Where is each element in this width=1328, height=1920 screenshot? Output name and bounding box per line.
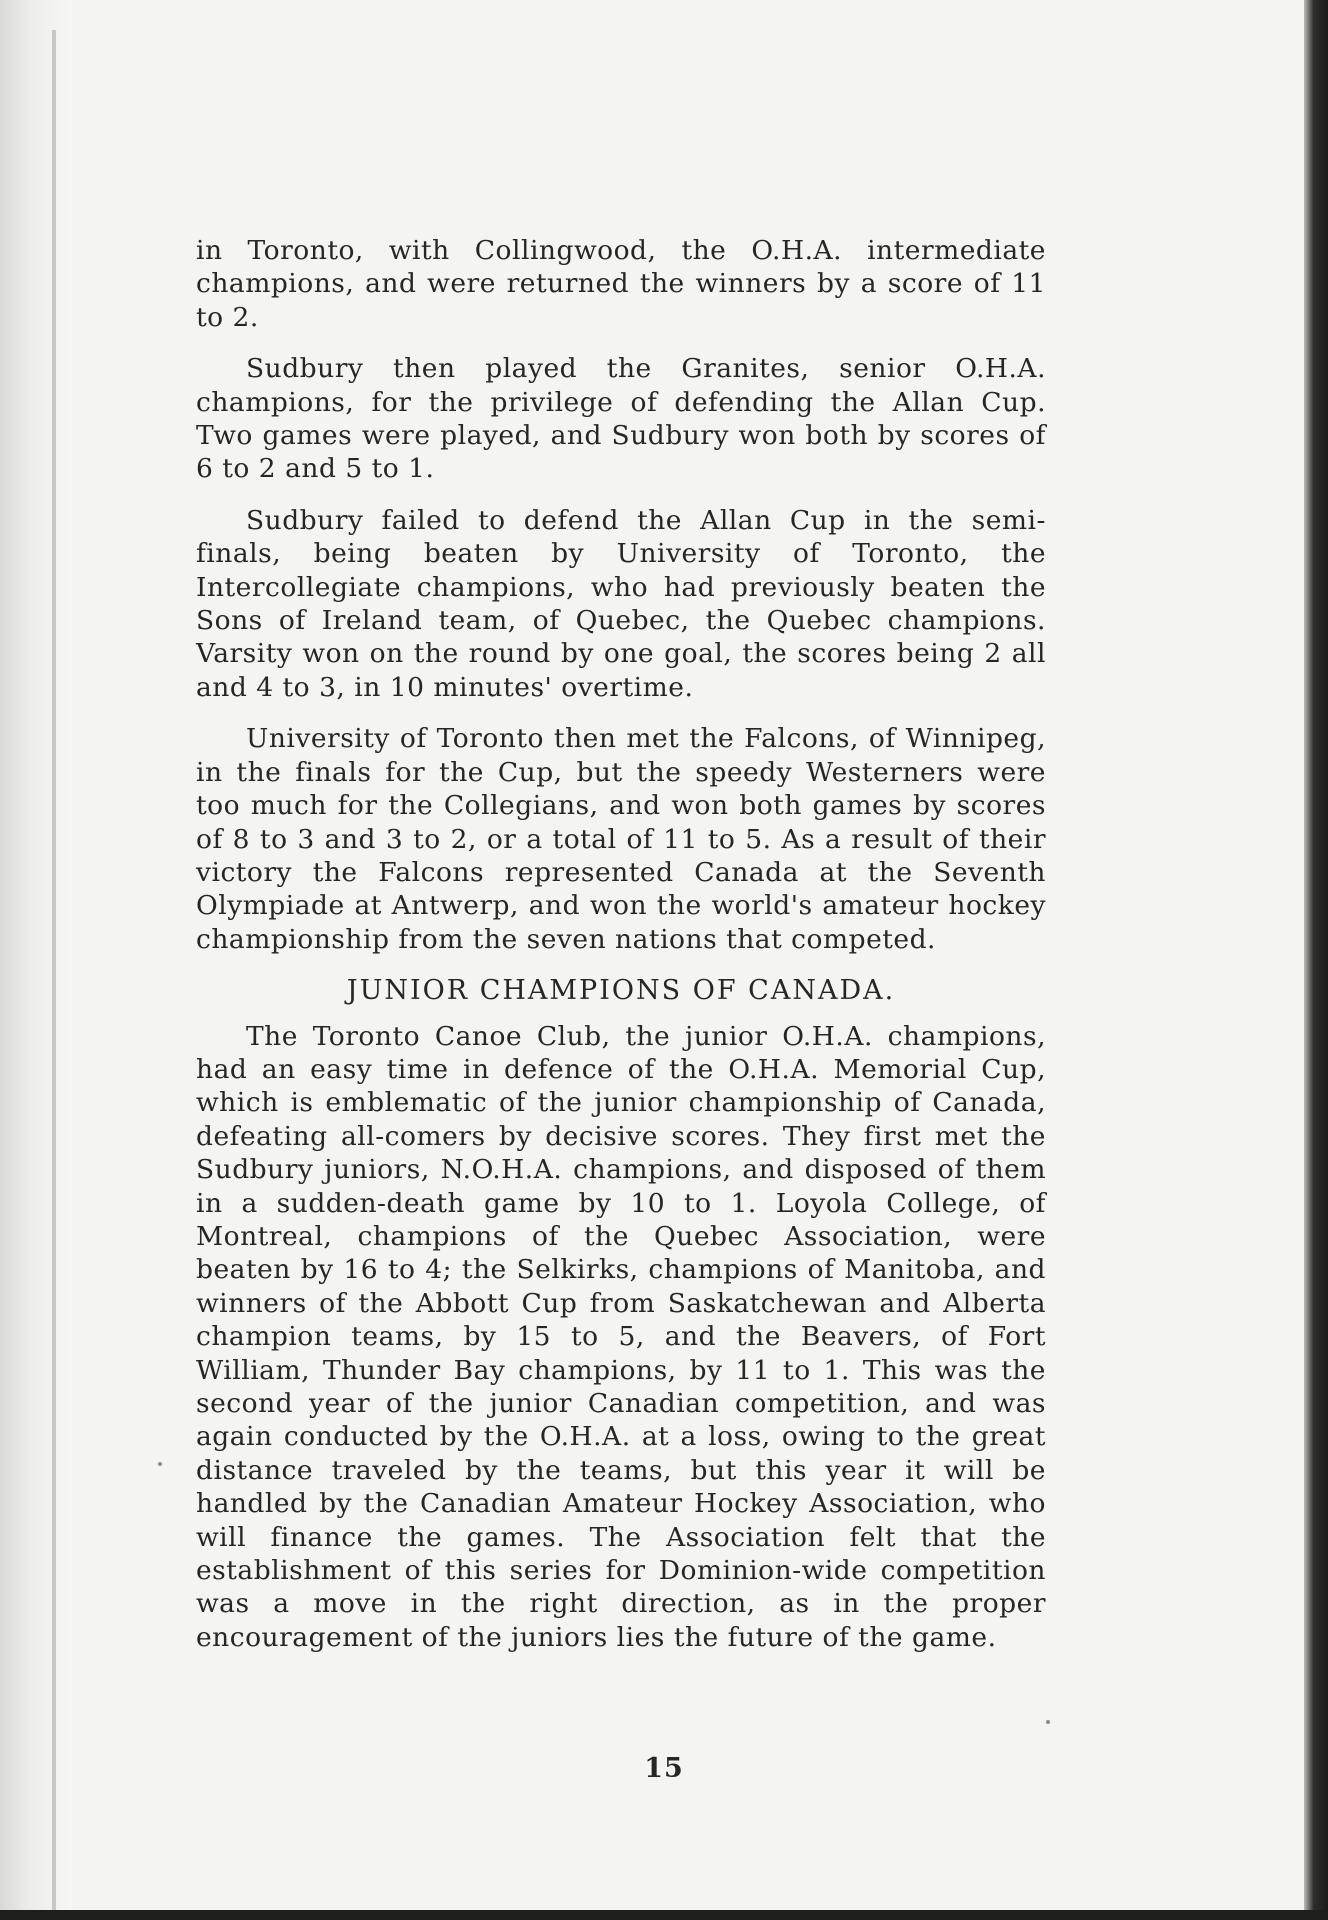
paragraph-sudbury-granites: Sudbury then played the Granites, senior O.H.A. champions, for the privilege of defending the Allan Cup. Two games were played, and Sudbury won both by scores of 6 to 2 and 5 to 1. [196, 353, 1046, 485]
binding-edge [52, 30, 56, 1910]
paragraph-continuation: in Toronto, with Collingwood, the O.H.A. intermediate champions, and were returned the winners by a score of 11 to 2. [196, 235, 1046, 333]
page-number: 15 [644, 1753, 684, 1784]
page-right-edge [1304, 0, 1328, 1920]
page-bottom-edge [0, 1910, 1328, 1920]
scan-speck [1046, 1720, 1050, 1724]
page-body [196, 234, 1046, 1672]
book-spine-shadow [0, 0, 72, 1920]
paragraph-junior-champions: The Toronto Canoe Club, the junior O.H.A. champions, had an easy time in defence of the O.H.A. Memorial Cup, which is emblematic of the junior championship of Canada, defeating all-comers by decisive scores. They first met the Sudbury juniors, N.O.H.A. champions, and disposed of them in a sudden-death game by 10 to 1. Loyola College, of Montreal, champions of the Quebec Association, were beaten by 16 to 4; the Selkirks, champions of Manitoba, and winners of the Abbott Cup from Saskatchewan and Alberta champion teams, by 15 to 5, and the Beavers, of Fort William, Thunder Bay champions, by 11 to 1. This was the second year of the junior Canadian competition, and was again conducted by the O.H.A. at a loss, owing to the great distance traveled by the teams, but this year it will be handled by the Canadian Amateur Hockey Association, who will finance the games. The Association felt that the establishment of this series for Dominion-wide competition was a move in the right direction, as in the proper encouragement of the juniors lies the future of the game. [196, 1020, 1046, 1653]
paragraph-finals-falcons: University of Toronto then met the Falcons, of Winnipeg, in the finals for the Cup, but the speedy Westerners were too much for the Collegians, and won both games by scores of 8 to 3 and 3 to 2, or a total of 11 to 5. As a result of their victory the Falcons represented Canada at the Seventh Olympiade at Antwerp, and won the world's amateur hockey championship from the seven nations that competed. [196, 723, 1046, 955]
paragraph-semi-finals: Sudbury failed to defend the Allan Cup in the semi-finals, being beaten by University of Toronto, the Intercollegiate champions, who had previously beaten the Sons of Ireland team, of Quebec, the Quebec champions. Varsity won on the round by one goal, the scores being 2 all and 4 to 3, in 10 minutes' overtime. [196, 504, 1046, 703]
section-heading: JUNIOR CHAMPIONS OF CANADA. [346, 975, 896, 1007]
scan-speck [158, 1462, 162, 1466]
